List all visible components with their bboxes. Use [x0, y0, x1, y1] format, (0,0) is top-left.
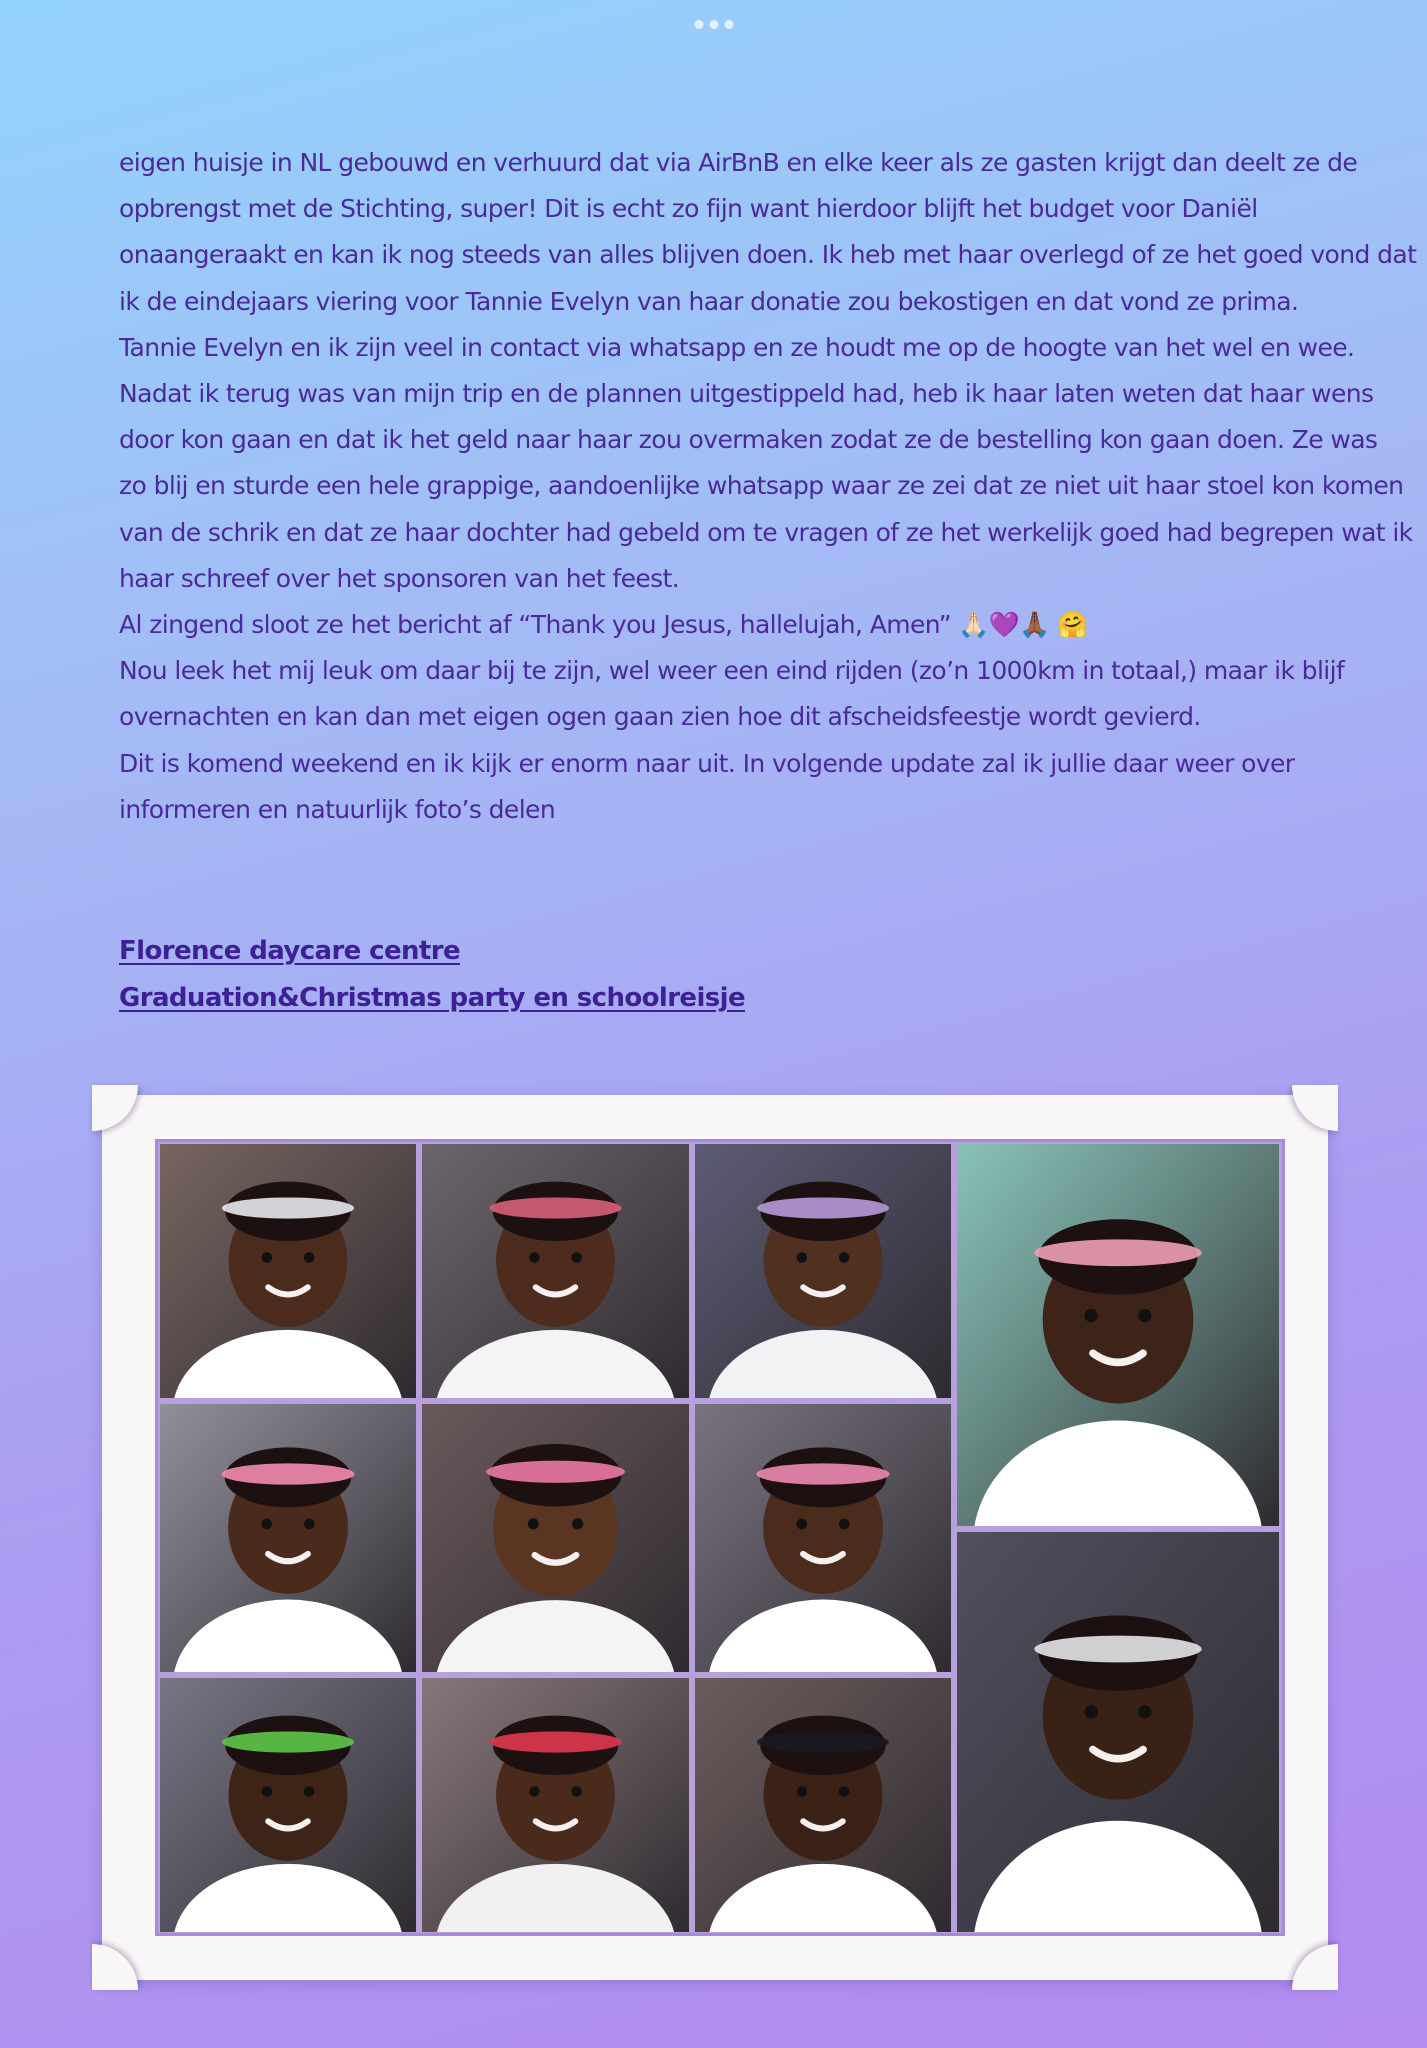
section-links: [119, 928, 745, 1022]
article-line: overnachten en kan dan met eigen ogen gaan zien hoe dit afscheidsfeestje wordt gevierd.: [119, 702, 1201, 732]
handle-dot: [709, 20, 718, 29]
frame-corner: [92, 1944, 138, 1990]
photo-boy-bow-tie[interactable]: [695, 1678, 951, 1932]
article-line: van de schrik en dat ze haar dochter had gebeld om te vragen of ze het werkelijk goed had begrepen wat ik: [119, 517, 1413, 547]
article-line: informeren en natuurlijk foto’s delen: [119, 794, 556, 824]
article-line: door kon gaan en dat ik het geld naar haar zou overmaken zodat ze de bestelling kon gaan doen. Ze was: [119, 425, 1378, 455]
article-line: Tannie Evelyn en ik zijn veel in contact via whatsapp en ze houdt me op de hoogte van het wel en wee.: [119, 332, 1355, 362]
article-line: zo blij en sturde een hele grappige, aandoenlijke whatsapp waar ze zei dat ze niet uit haar stoel kon komen: [119, 471, 1404, 501]
frame-corner: [1292, 1085, 1338, 1131]
photo-girl-pink-cap[interactable]: [422, 1144, 689, 1398]
photo-girl-braids-beads[interactable]: [160, 1678, 416, 1932]
article-body: [119, 140, 1417, 833]
article-line: Nadat ik terug was van mijn trip en de plannen uitgestippeld had, heb ik haar laten weten dat haar wens: [119, 379, 1374, 409]
photo-girl-lilac-headband[interactable]: [695, 1144, 951, 1398]
article-line: Al zingend sloot ze het bericht af “Thank you Jesus, hallelujah, Amen” 🙏🏻💜🙏🏾 🤗: [119, 610, 1088, 640]
photo-girl-white-bow[interactable]: [160, 1144, 416, 1398]
link-graduation-christmas[interactable]: Graduation&Christmas party en schoolreisje: [119, 983, 745, 1013]
article-line: Nou leek het mij leuk om daar bij te zijn, wel weer een eind rijden (zo’n 1000km in totaal,) maar ik blijf: [119, 656, 1345, 686]
frame-corner: [92, 1085, 138, 1131]
link-florence-daycare[interactable]: Florence daycare centre: [119, 936, 461, 966]
drag-handle[interactable]: [694, 20, 733, 29]
article-line: onaangeraakt en kan ik nog steeds van alles blijven doen. Ik heb met haar overlegd of ze het goed vond dat: [119, 240, 1417, 270]
photo-teacher-and-girls[interactable]: [957, 1144, 1279, 1526]
photo-girl-flower-crown-2[interactable]: [695, 1404, 951, 1672]
frame-corner: [1292, 1944, 1338, 1990]
photo-girl-flower-crown[interactable]: [160, 1404, 416, 1672]
photo-woman-flower-crown[interactable]: [422, 1404, 689, 1672]
photo-girl-pearl-headband[interactable]: [957, 1532, 1279, 1932]
photo-girl-sunglasses[interactable]: [422, 1678, 689, 1932]
photo-collage[interactable]: [155, 1139, 1285, 1936]
article-line: eigen huisje in NL gebouwd en verhuurd dat via AirBnB en elke keer als ze gasten krijgt dan deelt ze de: [119, 148, 1358, 177]
article-line: Dit is komend weekend en ik kijk er enorm naar uit. In volgende update zal ik jullie daar weer over: [119, 748, 1295, 778]
article-line: haar schreef over het sponsoren van het feest.: [119, 563, 680, 593]
handle-dot: [694, 20, 703, 29]
article-line: opbrengst met de Stichting, super! Dit is echt zo fijn want hierdoor blijft het budget voor Daniël: [119, 194, 1258, 224]
handle-dot: [724, 20, 733, 29]
photo-collage-frame: [102, 1095, 1328, 1980]
article-line: ik de eindejaars viering voor Tannie Evelyn van haar donatie zou bekostigen en dat vond ze prima.: [119, 286, 1299, 316]
